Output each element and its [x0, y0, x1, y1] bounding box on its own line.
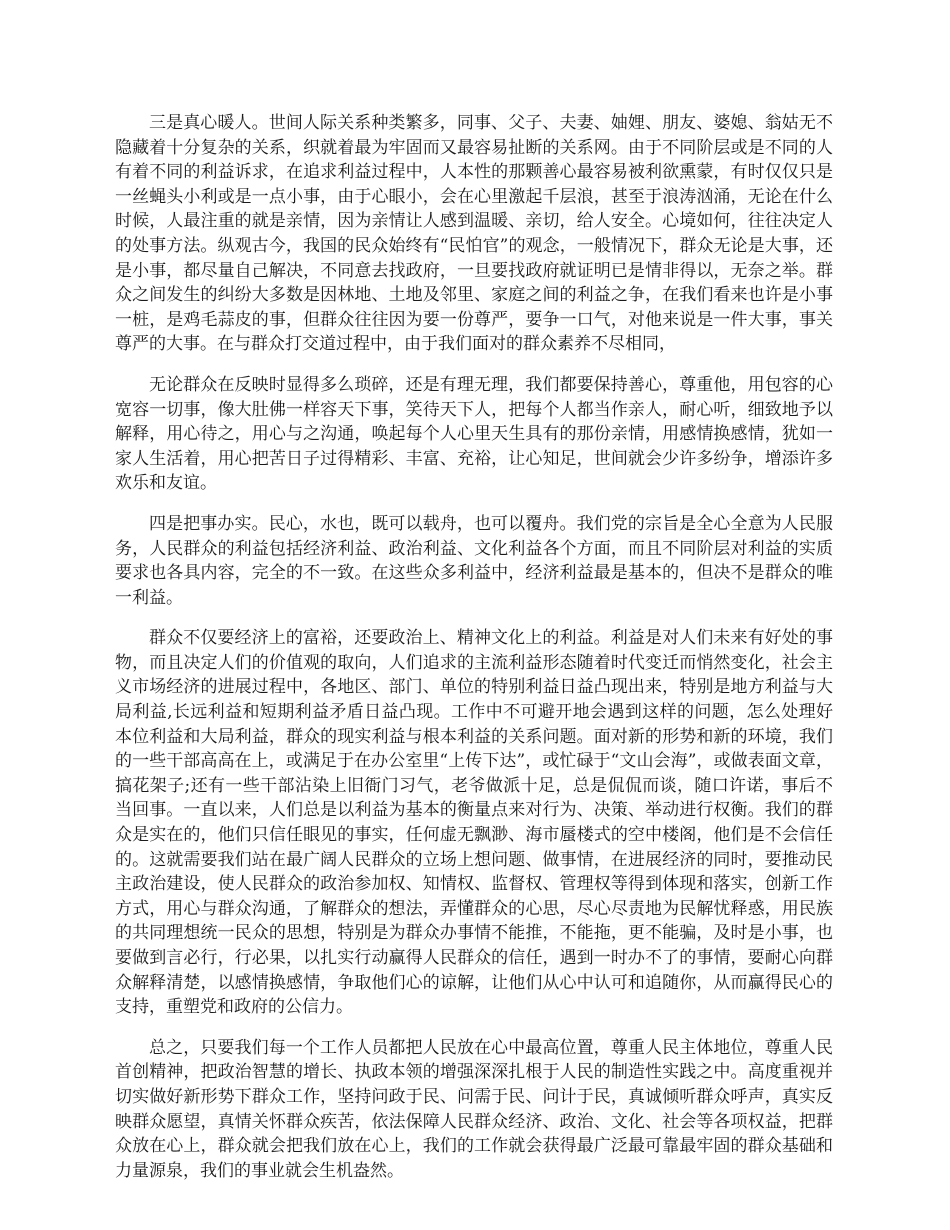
paragraph-warm-heart: 三是真心暖人。世间人际关系种类繁多，同事、父子、夫妻、妯娌、朋友、婆媳、翁姑无不隐藏着十分复杂的关系，织就着最为牢固而又最容易扯断的关系网。由于不同阶层或是不同的人有着不同的利益诉求，在追求利益过程中，人本性的那颗善心最容易被利欲熏蒙，有时仅仅只是一丝蝇头小利或是一点小事，由于心眼小，会在心里激起千层浪，甚至于浪涛汹涌，无论在什么时候，人最注重的就是亲情，因为亲情让人感到温暖、亲切，给人安全。心境如何，往往决定人的处事方法。纵观古今，我国的民众始终有“民怕官”的观念，一般情况下，群众无论是大事，还是小事，都尽量自己解决，不同意去找政府，一旦要找政府就证明已是情非得以，无奈之举。群众之间发生的纠纷大多数是因林地、土地及邻里、家庭之间的利益之争，在我们看来也许是小事一桩，是鸡毛蒜皮的事，但群众往往因为要一份尊严，要争一口气，对他来说是一件大事，事关尊严的大事。在与群众打交道过程中，由于我们面对的群众素养不尽相同， — [115, 113, 833, 355]
document-body — [115, 111, 833, 1199]
paragraph-tolerance: 无论群众在反映时显得多么琐碎，还是有理无理，我们都要保持善心，尊重他，用包容的心宽容一切事，像大肚佛一样容天下事，笑待天下人，把每个人都当作亲人，耐心听，细致地予以解释，用心待之，用心与之沟通，唤起每个人心里天生具有的那份亲情，用感情换感情，犹如一家人生活着，用心把苦日子过得精彩、丰富、充裕，让心知足，世间就会少许多纷争，增添许多欢乐和友谊。 — [115, 374, 833, 494]
paragraph-do-things-right: 四是把事办实。民心，水也，既可以载舟，也可以覆舟。我们党的宗旨是全心全意为人民服务，人民群众的利益包括经济利益、政治利益、文化利益各个方面，而且不同阶层对利益的实质要求也各具内容，完全的不一致。在这些众多利益中，经济利益最是基本的，但决不是群众的唯一利益。 — [115, 513, 833, 608]
paragraph-conclusion: 总之，只要我们每一个工作人员都把人民放在心中最高位置，尊重人民主体地位，尊重人民首创精神，把政治智慧的增长、执政本领的增强深深扎根于人民的制造性实践之中。高度重视并切实做好新形势下群众工作，坚持问政于民、问需于民、问计于民，真诚倾听群众呼声，真实反映群众愿望，真情关怀群众疾苦，依法保障人民群众经济、政治、文化、社会等各项权益，把群众放在心上，群众就会把我们放在心上，我们的工作就会获得最广泛最可靠最牢固的群众基础和力量源泉，我们的事业就会生机盎然。 — [115, 1037, 833, 1181]
paragraph-interests: 群众不仅要经济上的富裕，还要政治上、精神文化上的利益。利益是对人们未来有好处的事物，而且决定人们的价值观的取向，人们追求的主流利益形态随着时代变迁而悄然变化，社会主义市场经济的进展过程中，各地区、部门、单位的特别利益日益凸现出来，特别是地方利益与大局利益,长远利益和短期利益矛盾日益凸现。工作中不可避开地会遇到这样的问题，怎么处理好本位利益和大局利益，群众的现实利益与根本利益的关系问题。面对新的形势和新的环境，我们的一些干部高高在上，或满足于在办公室里“上传下达”，或忙碌于“文山会海”，或做表面文章，搞花架子;还有一些干部沾染上旧衙门习气，老爷做派十足，总是侃侃而谈，随口许诺，事后不当回事。一直以来，人们总是以利益为基本的衡量点来对行为、决策、举动进行权衡。我们的群众是实在的，他们只信任眼见的事实，任何虚无飘渺、海市蜃楼式的空中楼阁，他们是不会信任的。这就需要我们站在最广阔人民群众的立场上想问题、做事情，在进展经济的同时，要推动民主政治建设，使人民群众的政治参加权、知情权、监督权、管理权等得到体现和落实，创新工作方式，用心与群众沟通，了解群众的想法，弄懂群众的心思，尽心尽责地为民解忧释惑，用民族的共同理想统一民众的思想，特别是为群众办事情不能推，不能拖，更不能骗，及时是小事，也要做到言必行，行必果，以扎实行动赢得人民群众的信任，遇到一时办不了的事情，要耐心向群众解释清楚，以感情换感情，争取他们心的谅解，让他们从心中认可和追随你，从而赢得民心的支持，重塑党和政府的公信力。 — [115, 628, 833, 1018]
